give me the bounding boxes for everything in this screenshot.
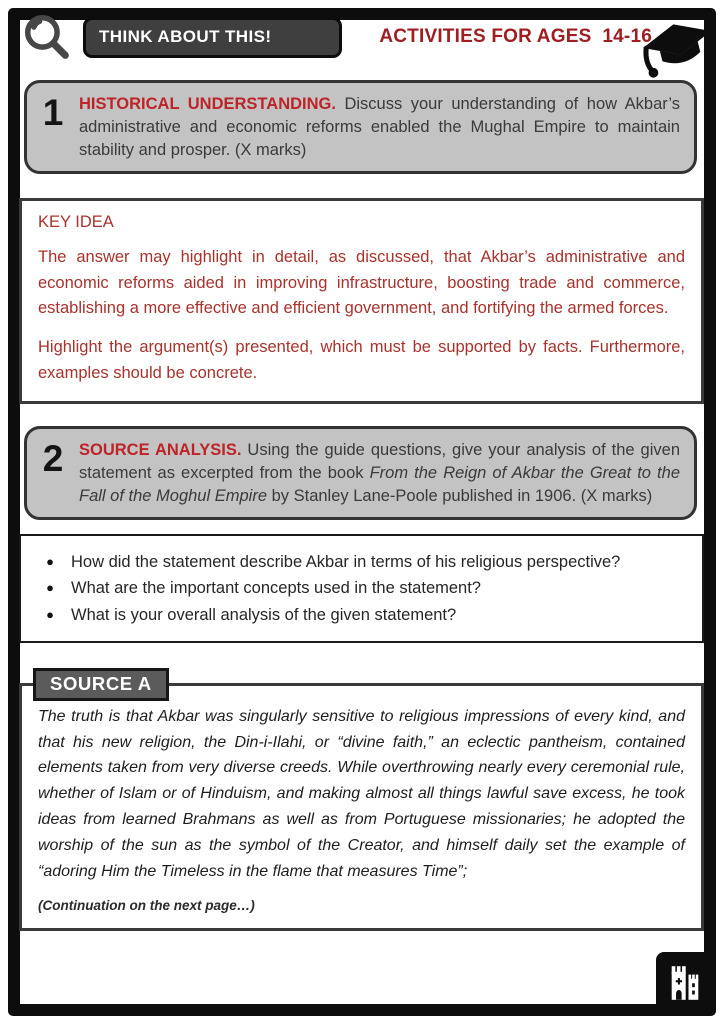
activity-1-body: Discuss your understanding of how Akbar’s administrative and economic reforms enabled the Mughal Empire to maintain stability and prosper. (X marks) (79, 95, 680, 159)
guide-question-3: What is your overall analysis of the given statement? (71, 605, 457, 624)
guide-question-2: What are the important concepts used in the statement? (71, 579, 481, 598)
key-idea-paragraph-2: Highlight the argument(s) presented, which must be supported by facts. Furthermore, examples should be concrete. (38, 337, 685, 382)
guide-question-1: How did the statement describe Akbar in terms of his religious perspective? (71, 553, 621, 572)
activity-2-text (79, 439, 680, 507)
activity-1-box (24, 80, 697, 174)
bullet-icon: ● (46, 580, 54, 596)
book-title: From the Reign of Akbar the Great to the Fall of the Moghul Empire (79, 463, 680, 505)
page-header (19, 9, 704, 65)
source-a-box (19, 672, 704, 931)
badge-label: THINK ABOUT THIS! (99, 26, 272, 46)
key-idea-title: KEY IDEA (38, 213, 114, 232)
key-idea-paragraph-1: The answer may highlight in detail, as discussed, that Akbar’s administrative and economic reforms aided in improving infrastructure, boosting trade and commerce, establishing a more effective and efficient government, and fortifying the armed forces. (38, 248, 685, 318)
bullet-icon: ● (46, 554, 54, 570)
activity-2-body-before: Using the guide questions, give your analysis of the given statement as excerpted from the book (79, 441, 680, 482)
ages-label: ACTIVITIES FOR AGES 14-16 (379, 26, 652, 47)
activity-2-box (24, 426, 697, 520)
activity-2-lead: SOURCE ANALYSIS. (79, 441, 242, 460)
list-item (29, 602, 684, 628)
castle-icon (656, 952, 714, 1014)
guide-questions-box (19, 534, 704, 642)
list-item (29, 575, 684, 601)
continuation-note: (Continuation on the next page…) (38, 897, 255, 913)
source-a-text: The truth is that Akbar was singularly sensitive to religious impressions of every kind, and that his new religion, the Din-i-Ilahi, or “divine faith,” an eclectic pantheism, contained elements taken from very diverse creeds. While overthrowing nearly every ceremonial rule, whether of Islam or of Hinduism, and making almost all things lawful save excess, he took ideas from learned Brahmans as well as from Portuguese missionaries; he adopted the worship of the sun as the symbol of the Creator, and himself daily set the example of “adoring Him the Timeless in the flame that measures Time”; (38, 707, 685, 881)
list-item (29, 549, 684, 575)
activity-2-number: 2 (42, 438, 64, 480)
graduation-cap-icon (636, 12, 722, 90)
source-a-label: SOURCE A (33, 668, 169, 701)
activity-1-number: 1 (42, 92, 64, 133)
activity-1-text (79, 93, 680, 161)
activity-1-lead: HISTORICAL UNDERSTANDING. (79, 95, 336, 113)
magnifier-icon (21, 10, 73, 64)
bullet-icon: ● (46, 606, 54, 622)
key-idea-box (19, 198, 704, 404)
think-about-this-badge (83, 17, 342, 58)
activity-2-body-after: by Stanley Lane-Poole published in 1906. (X marks) (267, 486, 653, 505)
